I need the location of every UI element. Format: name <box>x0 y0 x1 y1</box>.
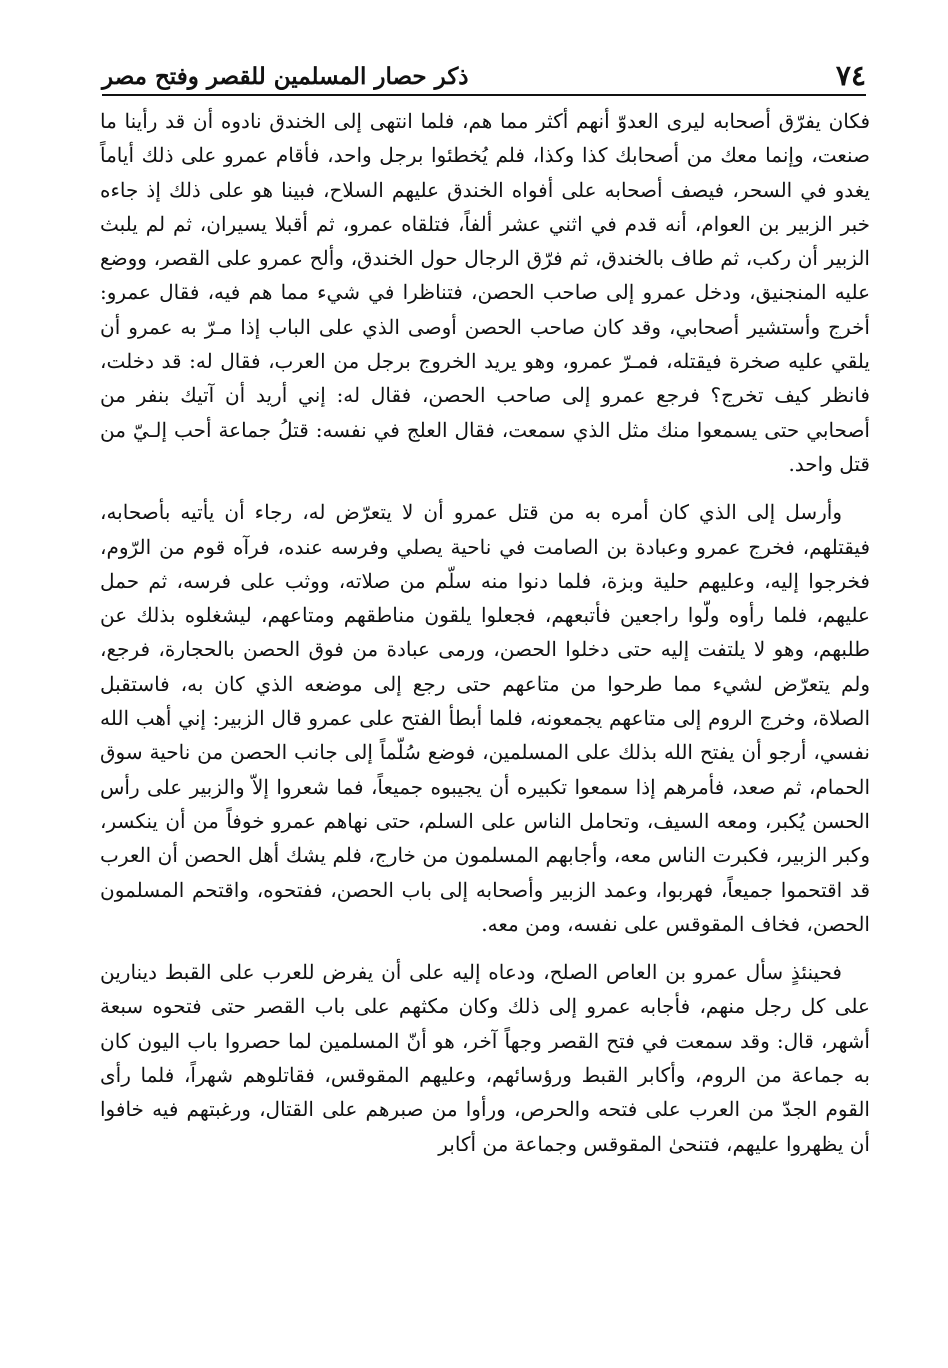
body-text <box>100 104 870 1161</box>
page-header <box>102 48 866 92</box>
page-number: ٧٤ <box>835 59 866 92</box>
paragraph-1: فكان يفرّق أصحابه ليرى العدوّ أنهم أكثر مما هم، فلما انتهى إلى الخندق نادوه أن قد رأينا ما صنعت، وإنما معك من أصحابك كذا وكذا، فلم يُخطئوا برجل واحد، فأقام عمرو على ذلك أياماً يغدو في السحر، فيصف أصحابه على أفواه الخندق عليهم السلاح، فبينا هو على ذلك إذ جاءه خبر الزبير بن العوام، أنه قدم في اثني عشر ألفاً، فتلقاه عمرو، ثم أقبلا يسيران، ثم لم يلبث الزبير أن ركب، ثم طاف بالخندق، ثم فرّق الرجال حول الخندق، وألح عمرو على القصر، ووضع عليه المنجنيق، ودخل عمرو إلى صاحب الحصن، فتناظرا في شيء مما هم فيه، فقال عمرو: أخرج وأستشير أصحابي، وقد كان صاحب الحصن أوصى الذي على الباب إذا مـرّ به عمرو أن يلقي عليه صخرة فيقتله، فمـرّ عمرو، وهو يريد الخروج برجل من العرب، فقال له: قد دخلت، فانظر كيف تخرج؟ فرجع عمرو إلى صاحب الحصن، فقال له: إني أريد أن آتيك بنفر من أصحابي حتى يسمعوا منك مثل الذي سمعت، فقال العلج في نفسه: قتلُ جماعة أحب إلـيّ من قتل واحد. <box>100 109 870 476</box>
paragraph-3: فحينئذٍ سأل عمرو بن العاص الصلح، ودعاه إليه على أن يفرض للعرب على القبط دينارين على كل رجل منهم، فأجابه عمرو إلى ذلك وكان مكثهم على باب القصر حتى فتحوه سبعة أشهر، قال: وقد سمعت في فتح القصر وجهاً آخر، هو أنّ المسلمين لما حصروا باب اليون كان به جماعة من الروم، وأكابر القبط ورؤسائهم، وعليهم المقوقس، فقاتلوهم شهراً، فلما رأى القوم الجدّ من العرب على فتحه والحرص، ورأوا من صبرهم على القتال، ورغبتهم فيه خافوا أن يظهروا عليهم، فتنحىٰ المقوقس وجماعة من أكابر <box>100 960 870 1156</box>
running-title: ذكر حصار المسلمين للقصر وفتح مصر <box>102 63 469 90</box>
paragraph-2: وأرسل إلى الذي كان أمره به من قتل عمرو أن لا يتعرّض له، رجاء أن يأتيه بأصحابه، فيقتلهم، فخرج عمرو وعبادة بن الصامت في ناحية يصلي وفرسه عنده، فرآه قوم من الرّوم، فخرجوا إليه، وعليهم حلية وبزة، فلما دنوا منه سلّم من صلاته، ووثب على فرسه، ثم حمل عليهم، فلما رأوه ولّوا راجعين فأتبعهم، فجعلوا يلقون مناطقهم ومتاعهم، ليشغلوه بذلك عن طلبهم، وهو لا يلتفت إليه حتى دخلوا الحصن، ورمى عبادة من فوق الحصن بالحجارة، فرجع، ولم يتعرّض لشيء مما طرحوا من متاعهم حتى رجع إلى موضعه الذي كان به، فاستقبل الصلاة، وخرج الروم إلى متاعهم يجمعونه، فلما أبطأ الفتح على عمرو قال الزبير: إني أهب الله نفسي، أرجو أن يفتح الله بذلك على المسلمين، فوضع سُلّماً إلى جانب الحصن من ناحية سوق الحمام، ثم صعد، فأمرهم إذا سمعوا تكبيره أن يجيبوه جميعاً، فما شعروا إلاّ والزبير على رأس الحسن يُكبر، ومعه السيف، وتحامل الناس على السلم، حتى نهاهم عمرو خوفاً من أن ينكسر، وكبر الزبير، فكبرت الناس معه، وأجابهم المسلمون من خارج، فلم يشك أهل الحصن أن العرب قد اقتحموا جميعاً، فهربوا، وعمد الزبير وأصحابه إلى باب الحصن، ففتحوه، واقتحم المسلمون الحصن، فخاف المقوقس على نفسه، ومن معه. <box>100 500 871 936</box>
header-divider <box>102 94 866 96</box>
